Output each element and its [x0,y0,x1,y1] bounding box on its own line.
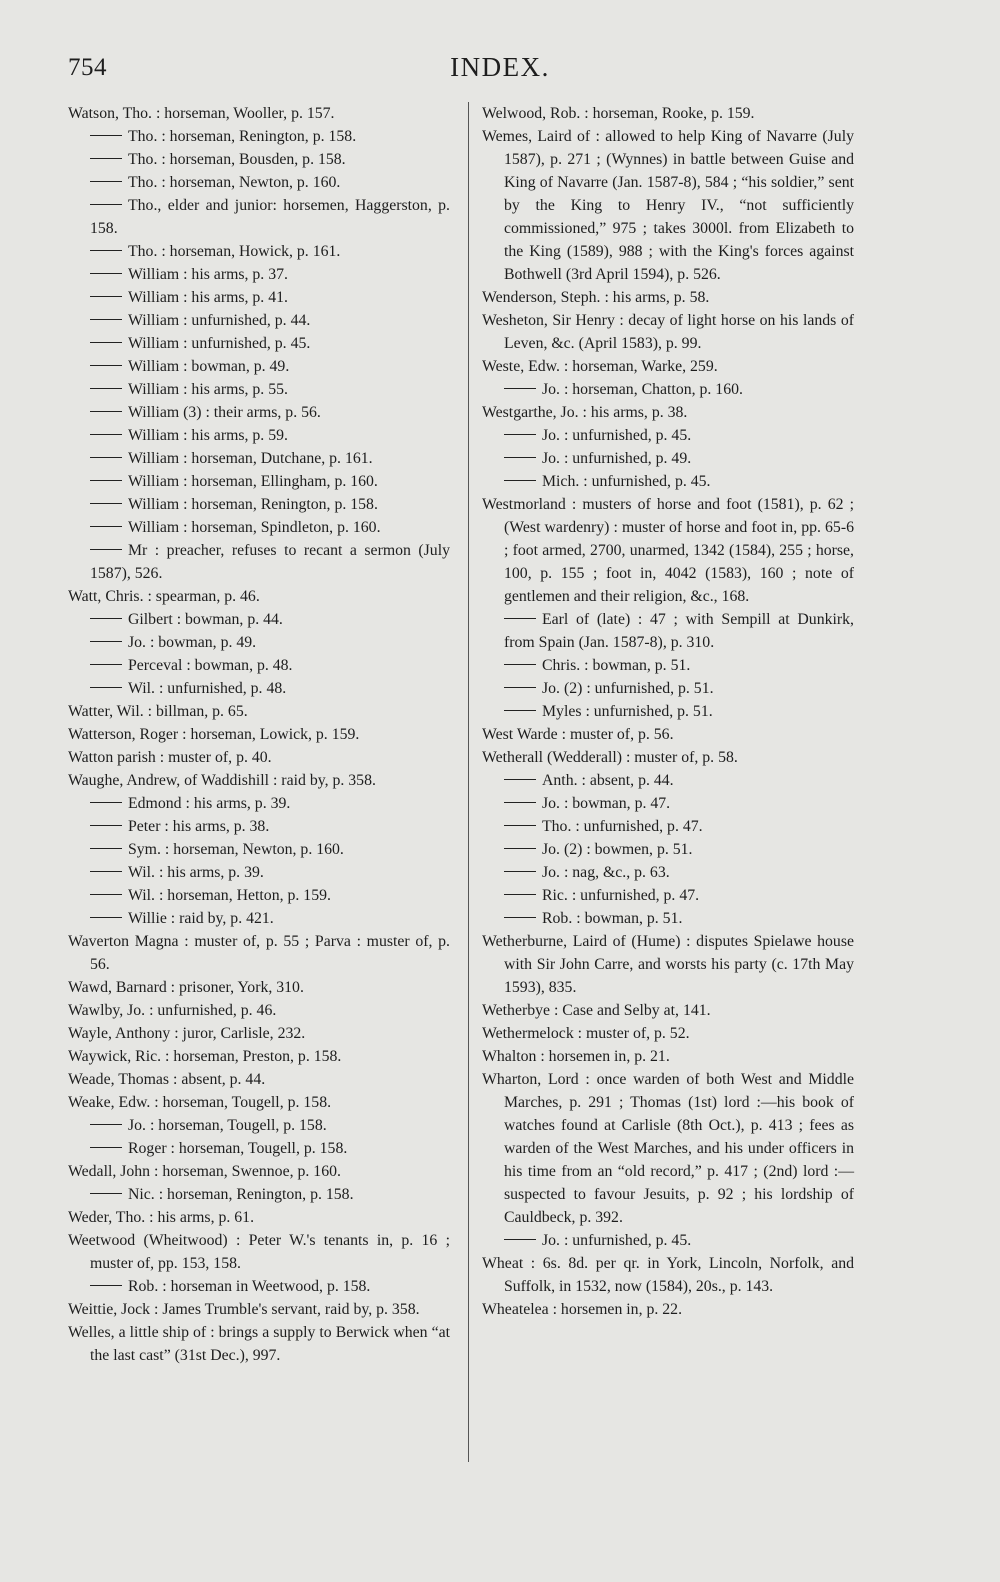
index-entry-text: Jo. : nag, &c., p. 63. [542,864,670,881]
ditto-dash [90,687,122,688]
index-entry [68,539,450,585]
index-entry [482,470,854,493]
ditto-dash [504,848,536,849]
ditto-dash [504,664,536,665]
index-column-left [68,102,450,1367]
index-entry-text: Whalton : horsemen in, p. 21. [482,1048,670,1065]
index-entry [68,493,450,516]
index-entry-text: Wesheton, Sir Henry : decay of light horse on his lands of Leven, &c. (April 1583), p. 99. [482,312,854,352]
index-entry-text: Wetherall (Wedderall) : muster of, p. 58. [482,749,738,766]
index-entry-text: William : horseman, Dutchane, p. 161. [128,450,373,467]
index-entry [482,769,854,792]
ditto-dash [90,434,122,435]
index-entry [68,1321,450,1367]
index-entry-text: Jo. (2) : unfurnished, p. 51. [542,680,714,697]
index-entry-text: Chris. : bowman, p. 51. [542,657,691,674]
index-entry-text: William : his arms, p. 59. [128,427,288,444]
ditto-dash [90,871,122,872]
index-entry [68,700,450,723]
index-entry [68,102,450,125]
index-entry [68,608,450,631]
index-entry-text: Ric. : unfurnished, p. 47. [542,887,700,904]
index-entry [482,930,854,999]
index-entry [68,355,450,378]
ditto-dash [90,388,122,389]
ditto-dash [90,825,122,826]
index-entry [68,677,450,700]
index-entry-text: Wemes, Laird of : allowed to help King of Navarre (July 1587), p. 271 ; (Wynnes) in battle between Guise and King of Navarre (Jan. 1587-8), 584 ; “his soldier,” sent by the King to Henry IV., “not sufficiently commissioned,” 975 ; takes 3000l. from Elizabeth to the King (1589), 988 ; with the King's forces against Bothwell (3rd April 1594), p. 526. [482,128,854,283]
index-entry-text: Edmond : his arms, p. 39. [128,795,291,812]
index-entry-text: Welles, a little ship of : brings a supply to Berwick when “at the last cast” (31st Dec.), 997. [68,1324,450,1364]
ditto-dash [90,250,122,251]
index-entry-text: William : bowman, p. 49. [128,358,290,375]
ditto-dash [90,894,122,895]
index-entry [68,1091,450,1114]
index-entry-text: Weder, Tho. : his arms, p. 61. [68,1209,255,1226]
index-entry-text: Westgarthe, Jo. : his arms, p. 38. [482,404,688,421]
index-entry [68,1206,450,1229]
ditto-dash [90,802,122,803]
index-entry-text: Jo. : unfurnished, p. 45. [542,1232,692,1249]
index-entry [68,930,450,976]
index-entry [68,309,450,332]
index-entry-text: Jo. : bowman, p. 49. [128,634,257,651]
index-entry [68,999,450,1022]
index-entry-text: Watton parish : muster of, p. 40. [68,749,272,766]
index-entry [68,332,450,355]
index-entry [68,401,450,424]
ditto-dash [90,549,122,550]
ditto-dash [504,917,536,918]
ditto-dash [90,411,122,412]
ditto-dash [90,1124,122,1125]
index-entry-text: Mr : preacher, refuses to recant a sermon (July 1587), 526. [90,542,450,582]
index-entry-text: William : his arms, p. 41. [128,289,288,306]
ditto-dash [504,434,536,435]
index-entry-text: Wawd, Barnard : prisoner, York, 310. [68,979,304,996]
index-entry-text: Nic. : horseman, Renington, p. 158. [128,1186,354,1203]
index-entry [68,1275,450,1298]
index-entry [68,447,450,470]
ditto-dash [504,710,536,711]
index-entry-text: Wetherburne, Laird of (Hume) : disputes Spielawe house with Sir John Carre, and worsts his party (c. 17th May 1593), 835. [482,933,854,996]
column-divider [468,102,469,1462]
index-entry [482,654,854,677]
index-entry-text: Jo. : bowman, p. 47. [542,795,671,812]
ditto-dash [504,894,536,895]
index-entry [482,1229,854,1252]
index-entry [68,1022,450,1045]
index-entry-text: William (3) : their arms, p. 56. [128,404,321,421]
index-entry-text: Perceval : bowman, p. 48. [128,657,293,674]
index-entry [68,516,450,539]
index-entry [68,263,450,286]
index-entry [68,792,450,815]
ditto-dash [504,779,536,780]
ditto-dash [504,871,536,872]
index-entry-text: Jo. : horseman, Tougell, p. 158. [128,1117,327,1134]
index-entry [68,424,450,447]
index-entry [482,1045,854,1068]
index-entry-text: Watt, Chris. : spearman, p. 46. [68,588,260,605]
index-entry [482,999,854,1022]
index-entry-text: Wil. : his arms, p. 39. [128,864,264,881]
index-entry [482,1022,854,1045]
ditto-dash [90,457,122,458]
ditto-dash [90,296,122,297]
index-entry-text: William : his arms, p. 37. [128,266,288,283]
index-entry [482,907,854,930]
index-entry [68,746,450,769]
index-entry-text: Jo. : horseman, Chatton, p. 160. [542,381,743,398]
index-entry-text: Wedall, John : horseman, Swennoe, p. 160. [68,1163,341,1180]
index-entry-text: Waughe, Andrew, of Waddishill : raid by, p. 358. [68,772,376,789]
index-entry-text: Wawlby, Jo. : unfurnished, p. 46. [68,1002,277,1019]
index-entry [482,746,854,769]
index-entry-text: William : unfurnished, p. 45. [128,335,311,352]
index-entry-text: Myles : unfurnished, p. 51. [542,703,713,720]
ditto-dash [504,618,536,619]
ditto-dash [90,618,122,619]
index-entry [482,838,854,861]
index-entry-text: William : horseman, Spindleton, p. 160. [128,519,381,536]
ditto-dash [90,917,122,918]
index-entry [68,1137,450,1160]
index-entry [68,148,450,171]
ditto-dash [90,204,122,205]
ditto-dash [504,825,536,826]
index-entry [482,125,854,286]
index-entry-text: Weste, Edw. : horseman, Warke, 259. [482,358,718,375]
index-entry-text: Westmorland : musters of horse and foot (1581), p. 62 ; (West wardenry) : muster of horse and foot in, pp. 65-6 ; foot armed, 2700, unarmed, 1342 (1584), 255 ; horse, 100, p. 155 ; foot in, 4042 (1583), 160 ; note of gentlemen and their religion, &c., 168. [482,496,854,605]
index-entry [482,700,854,723]
ditto-dash [90,480,122,481]
index-entry [482,1298,854,1321]
index-entry [482,861,854,884]
index-entry-text: Tho. : horseman, Howick, p. 161. [128,243,341,260]
index-entry-text: Gilbert : bowman, p. 44. [128,611,283,628]
index-entry-text: Wil. : horseman, Hetton, p. 159. [128,887,331,904]
index-entry [68,1298,450,1321]
index-column-right [482,102,854,1321]
ditto-dash [90,664,122,665]
index-entry [482,401,854,424]
ditto-dash [90,1285,122,1286]
index-entry-text: Tho. : horseman, Bousden, p. 158. [128,151,346,168]
index-entry-text: West Warde : muster of, p. 56. [482,726,674,743]
index-entry-text: Rob. : horseman in Weetwood, p. 158. [128,1278,371,1295]
index-entry [482,792,854,815]
index-entry [68,884,450,907]
index-entry-text: Watson, Tho. : horseman, Wooller, p. 157. [68,105,335,122]
index-entry [68,240,450,263]
index-entry [482,815,854,838]
index-entry [482,447,854,470]
index-entry-text: Wethermelock : muster of, p. 52. [482,1025,690,1042]
index-entry [68,838,450,861]
page-title: INDEX. [450,52,550,82]
index-entry [482,884,854,907]
index-entry-text: Tho. : unfurnished, p. 47. [542,818,703,835]
index-entry-text: Weade, Thomas : absent, p. 44. [68,1071,266,1088]
index-entry-text: Weittie, Jock : James Trumble's servant, raid by, p. 358. [68,1301,420,1318]
index-entry-text: Jo. (2) : bowmen, p. 51. [542,841,693,858]
index-entry-text: William : his arms, p. 55. [128,381,288,398]
index-entry-text: Wetherbye : Case and Selby at, 141. [482,1002,711,1019]
index-entry [482,309,854,355]
index-entry-text: Weake, Edw. : horseman, Tougell, p. 158. [68,1094,332,1111]
index-entry [482,677,854,700]
index-entry [68,815,450,838]
index-entry [68,171,450,194]
ditto-dash [90,1193,122,1194]
ditto-dash [90,848,122,849]
ditto-dash [90,273,122,274]
index-entry [68,125,450,148]
index-entry [482,286,854,309]
index-entry-text: William : horseman, Ellingham, p. 160. [128,473,378,490]
index-entry-text: Sym. : horseman, Newton, p. 160. [128,841,344,858]
index-entry-text: Waywick, Ric. : horseman, Preston, p. 158. [68,1048,342,1065]
index-entry [68,1045,450,1068]
ditto-dash [90,342,122,343]
index-entry-text: Wenderson, Steph. : his arms, p. 58. [482,289,710,306]
index-entry [482,723,854,746]
index-entry-text: Watterson, Roger : horseman, Lowick, p. 159. [68,726,360,743]
ditto-dash [504,802,536,803]
ditto-dash [90,641,122,642]
ditto-dash [90,181,122,182]
ditto-dash [90,319,122,320]
index-entry [68,1114,450,1137]
index-entry-text: Willie : raid by, p. 421. [128,910,274,927]
ditto-dash [504,687,536,688]
index-entry-text: Watter, Wil. : billman, p. 65. [68,703,248,720]
index-entry-text: Wil. : unfurnished, p. 48. [128,680,287,697]
ditto-dash [90,135,122,136]
index-entry [68,1183,450,1206]
index-entry-text: Wayle, Anthony : juror, Carlisle, 232. [68,1025,306,1042]
index-entry [68,194,450,240]
index-entry [482,608,854,654]
index-entry [68,1229,450,1275]
index-entry-text: Earl of (late) : 47 ; with Sempill at Dunkirk, from Spain (Jan. 1587-8), p. 310. [504,611,854,651]
index-entry [482,493,854,608]
ditto-dash [504,1239,536,1240]
index-entry [482,1252,854,1298]
index-entry [68,861,450,884]
index-entry-text: Tho. : horseman, Renington, p. 158. [128,128,357,145]
ditto-dash [504,480,536,481]
index-entry-text: William : unfurnished, p. 44. [128,312,311,329]
index-entry [482,378,854,401]
index-entry [68,723,450,746]
ditto-dash [90,158,122,159]
ditto-dash [504,388,536,389]
index-entry-text: Tho. : horseman, Newton, p. 160. [128,174,341,191]
index-entry [68,631,450,654]
index-entry-text: Wheat : 6s. 8d. per qr. in York, Lincoln, Norfolk, and Suffolk, in 1532, now (1584), 20s., p. 143. [482,1255,854,1295]
ditto-dash [90,526,122,527]
index-entry [68,585,450,608]
index-entry-text: Jo. : unfurnished, p. 45. [542,427,692,444]
index-entry [68,654,450,677]
index-entry-text: Welwood, Rob. : horseman, Rooke, p. 159. [482,105,755,122]
index-entry-text: Peter : his arms, p. 38. [128,818,270,835]
index-entry [68,378,450,401]
ditto-dash [90,365,122,366]
index-entry [68,470,450,493]
index-entry-text: Rob. : bowman, p. 51. [542,910,683,927]
index-entry-text: Roger : horseman, Tougell, p. 158. [128,1140,348,1157]
index-entry-text: Wharton, Lord : once warden of both West and Middle Marches, p. 291 ; Thomas (1st) lord :—his book of watches found at Carlisle (8th Oct.), p. 413 ; fees as warden of the West Marches, and his under officers in his time from an “old record,” p. 417 ; (2nd) lord :—suspected to favour Jesuits, p. 92 ; his lordship of Cauldbeck, p. 392. [482,1071,854,1226]
index-entry [482,355,854,378]
index-entry [68,1160,450,1183]
index-entry [68,286,450,309]
index-entry-text: Wheatelea : horsemen in, p. 22. [482,1301,683,1318]
index-entry [68,1068,450,1091]
index-entry-text: Anth. : absent, p. 44. [542,772,674,789]
index-entry [68,907,450,930]
index-entry-text: Mich. : unfurnished, p. 45. [542,473,711,490]
ditto-dash [504,457,536,458]
ditto-dash [90,1147,122,1148]
index-entry [482,424,854,447]
index-entry-text: Tho., elder and junior: horsemen, Haggerston, p. 158. [90,197,450,237]
index-entry-text: William : horseman, Renington, p. 158. [128,496,378,513]
index-entry-text: Jo. : unfurnished, p. 49. [542,450,692,467]
index-entry [68,976,450,999]
index-entry [68,769,450,792]
index-entry [482,1068,854,1229]
index-entry-text: Weetwood (Wheitwood) : Peter W.'s tenants in, p. 16 ; muster of, pp. 153, 158. [68,1232,450,1272]
ditto-dash [90,503,122,504]
page-number: 754 [68,54,107,81]
index-entry-text: Waverton Magna : muster of, p. 55 ; Parva : muster of, p. 56. [68,933,450,973]
index-entry [482,102,854,125]
